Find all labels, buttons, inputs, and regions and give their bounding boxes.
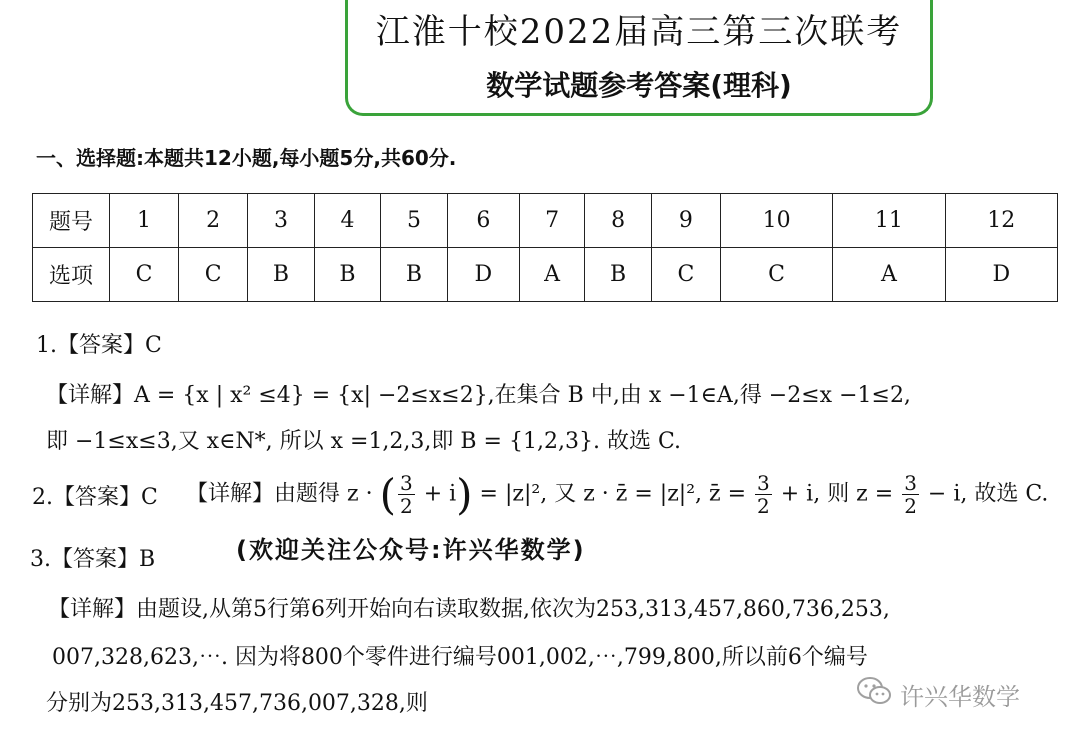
watermark-notice: (欢迎关注公众号:许兴华数学)	[236, 536, 586, 564]
table-cell: 9	[651, 194, 720, 248]
table-cell: C	[179, 248, 248, 302]
q2-detail-mid1: = |z|², 又 z · z̄ = |z|², z̄ =	[472, 481, 754, 507]
table-cell: 7	[519, 194, 584, 248]
q2-detail: 【详解】由题得 z · ( $\frac{3}{2}$ + i) = |z|², 又 z · z̄ = |z|², z̄ = $\frac{3}{2}$ + i, 则 z = $\frac{3}{2}$ − i, 故选 C.	[186, 470, 1049, 519]
table-cell: B	[248, 248, 315, 302]
table-cell: 1	[110, 194, 179, 248]
table-cell: 10	[720, 194, 832, 248]
q1-detail-line2: 即 −1≤x≤3,又 x∈N*, 所以 x =1,2,3,即 B = {1,2,3}. 故选 C.	[46, 429, 681, 454]
q1-answer: 1.【答案】C	[36, 333, 162, 358]
footer-logo	[856, 676, 1020, 712]
table-cell: 12	[945, 194, 1057, 248]
wechat-icon	[856, 676, 900, 712]
table-cell: 5	[381, 194, 448, 248]
table-cell: 11	[833, 194, 945, 248]
q2-answer: 2.【答案】C	[32, 485, 158, 510]
answer-table	[32, 193, 1058, 302]
q2-detail-mid2: + i, 则 z =	[773, 481, 901, 507]
q3-detail-line1: 【详解】由题设,从第5行第6列开始向右读取数据,依次为253,313,457,860,736,253,	[48, 597, 890, 622]
q2-detail-end: − i, 故选 C.	[920, 481, 1049, 507]
table-cell: B	[314, 248, 381, 302]
table-cell: B	[585, 248, 652, 302]
q1-detail-line1: 【详解】A = {x | x² ≤4} = {x| −2≤x≤2},在集合 B 中,由 x −1∈A,得 −2≤x −1≤2,	[46, 383, 911, 408]
table-cell: C	[651, 248, 720, 302]
title-box	[345, 0, 933, 116]
fraction: $\frac{3}{2}$	[904, 471, 917, 518]
q3-answer: 3.【答案】B	[30, 547, 156, 572]
table-cell: 2	[179, 194, 248, 248]
row-label-number: 题号	[33, 194, 110, 248]
fraction: $\frac{3}{2}$	[757, 471, 770, 518]
table-row-options	[33, 248, 1058, 302]
fraction: $\frac{3}{2}$	[399, 471, 413, 518]
table-cell: 6	[447, 194, 519, 248]
row-label-option: 选项	[33, 248, 110, 302]
table-cell: D	[447, 248, 519, 302]
table-cell: C	[110, 248, 179, 302]
table-cell: 4	[314, 194, 381, 248]
q3-detail-line2: 007,328,623,⋯. 因为将800个零件进行编号001,002,⋯,799,800,所以前6个编号	[52, 645, 868, 670]
q2-detail-start: 【详解】由题得 z ·	[186, 481, 380, 507]
page-subtitle: 数学试题参考答案(理科)	[486, 69, 792, 102]
page-title: 江淮十校2022届高三第三次联考	[375, 12, 903, 52]
q3-detail-line3: 分别为253,313,457,736,007,328,则	[46, 691, 428, 716]
table-row-numbers	[33, 194, 1058, 248]
table-cell: A	[833, 248, 945, 302]
table-cell: C	[720, 248, 832, 302]
table-cell: 8	[585, 194, 652, 248]
section-heading: 一、选择题:本题共12小题,每小题5分,共60分.	[36, 146, 457, 170]
table-cell: B	[381, 248, 448, 302]
table-cell: D	[945, 248, 1057, 302]
footer-logo-text: 许兴华数学	[900, 682, 1020, 711]
table-cell: A	[519, 248, 584, 302]
table-cell: 3	[248, 194, 315, 248]
